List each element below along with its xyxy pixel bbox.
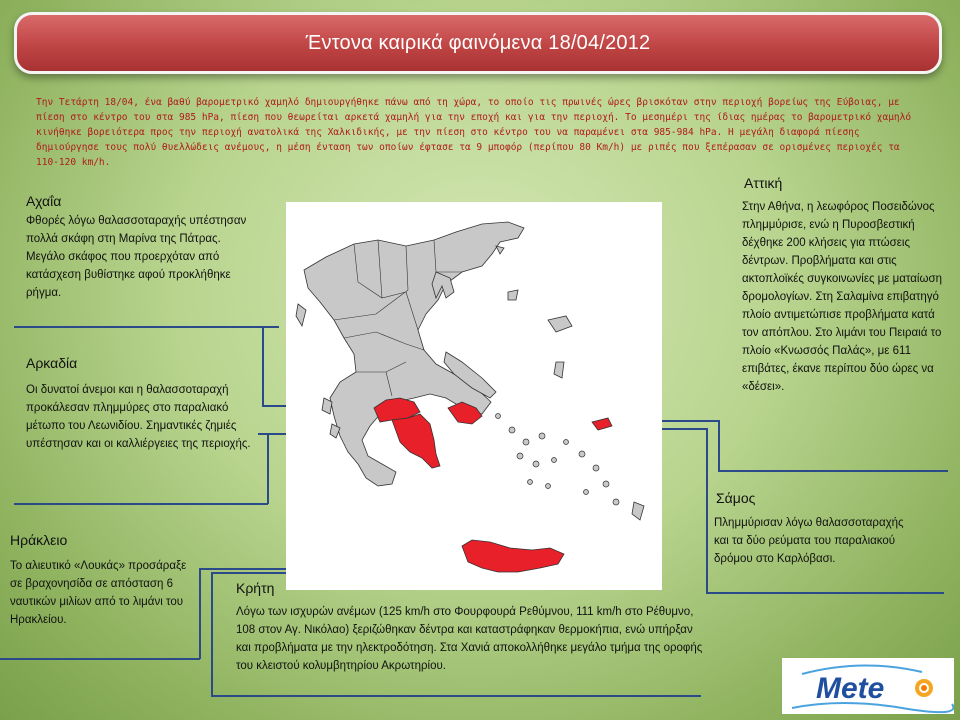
limnos-island <box>508 290 518 300</box>
kriti-highlight <box>462 540 564 572</box>
achaia-title: Αχαΐα <box>26 193 62 209</box>
connector-attiki-h <box>718 470 948 472</box>
connector-arkadia-h <box>14 503 268 505</box>
irakleio-title: Ηράκλειο <box>10 532 68 548</box>
connector-samos-v <box>706 428 708 593</box>
connector-kriti-v <box>211 572 213 696</box>
meteo-logo <box>782 658 954 714</box>
connector-attiki-v <box>718 420 720 471</box>
samos-text: Πλημμύρισαν λόγω θαλασσοταραχής και τα δύο ρεύματα του παραλιακού δρόμου στο Καρλόβασι. <box>714 517 904 565</box>
attiki-text: Στην Αθήνα, η λεωφόρος Ποσειδώνος πλημμύρισε, ενώ η Πυροσβεστική δέχθηκε 200 κλήσεις για πτώσεις δέντρων. Προβλήματα και στις ακτοπλοϊκές συγκοινωνίες με ματαίωση δρομολογίων. Στη Σαλαμίνα επιβατηγό πλοίο αντιμετώπισε προβλήματα κατά τον απόπλου. Στο λιμάνι του Πειραιά το πλοίο «Κνωσσός Παλάς», με 611 επιβάτες, έκανε περίπου δύο ώρες να «δέσει». <box>742 201 942 393</box>
connector-kriti-h <box>211 695 701 697</box>
greece-map <box>286 202 662 590</box>
corfu-island <box>296 304 306 326</box>
title-banner <box>14 12 942 74</box>
samos-title: Σάμος <box>716 490 756 506</box>
attiki-title: Αττική <box>744 175 783 191</box>
rhodes-island <box>632 502 644 520</box>
greece-map-svg <box>286 202 662 590</box>
achaia-text: Φθορές λόγω θαλασσοταραχής υπέστησαν πολλά σκάφη στη Μαρίνα της Πάτρας. Μεγάλο σκάφος που προερχόταν από κατάσχεση βυθίστηκε αφού προκλήθηκε ρήγμα. <box>26 215 247 299</box>
irakleio-text: Το αλιευτικό «Λουκάς» προσάραξε σε βραχονησίδα σε απόσταση 6 ναυτικών μιλίων από το λιμάνι του Ηρακλείου. <box>10 560 187 626</box>
intro-paragraph: Την Τετάρτη 18/04, ένα βαθύ βαρομετρικό χαμηλό δημιουργήθηκε πάνω από τη χώρα, το οποίο τις πρωινές ώρες βρισκόταν στην περιοχή βορείως της Εύβοιας, με πίεση στο κέντρο του στα 985 hPa, πίεση που θεωρείται αρκετά χαμηλή για την εποχή και για την περιοχή. Το μεσημέρι της ίδιας ημέρας το βαρομετρικό χαμηλό κινήθηκε βορειότερα προς την περιοχή ανατολικά της Χαλκιδικής, με την πίεση στο κέντρο του να παραμένει στα 985-984 hPa. Η μεγάλη διαφορά πίεσης δημιούργησε τους πολύ θυελλώδεις ανέμους, η μέση ένταση των οποίων έφτασε τα 9 μποφόρ (περίπου 80 Km/h) με ριπές που ξεπέρασαν σε ορισμένες περιοχές τα 110-120 km/h. <box>36 97 912 168</box>
kriti-title: Κρήτη <box>236 580 275 596</box>
logo-text: Mete <box>816 672 885 705</box>
connector-arkadia-v <box>267 433 269 504</box>
arkadia-text: Οι δυνατοί άνεμοι και η θαλασσοταραχή προκάλεσαν πλημμύρες στο παραλιακό μέτωπο του Λεωνιδίου. Σημαντικές ζημιές υπέστησαν και οι καλλιέργειες της περιοχής. <box>26 384 251 450</box>
chios-island <box>554 362 564 378</box>
page-title: Έντονα καιρικά φαινόμενα 18/04/2012 <box>305 31 651 54</box>
arkadia-title: Αρκαδία <box>26 355 78 371</box>
thasos-island <box>496 246 504 254</box>
connector-achaia-h <box>14 326 279 328</box>
meteo-logo-svg <box>782 658 954 714</box>
connector-samos-h <box>706 592 944 594</box>
connector-irakleio-h <box>0 658 200 660</box>
connector-irakleio-v <box>199 568 201 659</box>
logo-sun-icon <box>915 679 933 697</box>
samos-highlight <box>592 418 612 430</box>
arkadia-highlight <box>392 414 440 468</box>
kriti-text: Λόγω των ισχυρών ανέμων (125 km/h στο Φουρφουρά Ρεθύμνου, 111 km/h στο Ρέθυμνο, 108 στον Αγ. Νικόλαο) ξεριζώθηκαν δέντρα και καταστράφηκαν θερμοκήπια, ενώ υπήρξαν και προβλήματα με την ηλεκτροδότηση. Στα Χανιά αποκολλήθηκε μεγάλο τμήμα της οροφής του κλειστού κολυμβητηρίου Ακρωτηρίου. <box>236 606 703 672</box>
lesvos-island <box>548 316 572 332</box>
connector-achaia-v <box>262 326 264 406</box>
